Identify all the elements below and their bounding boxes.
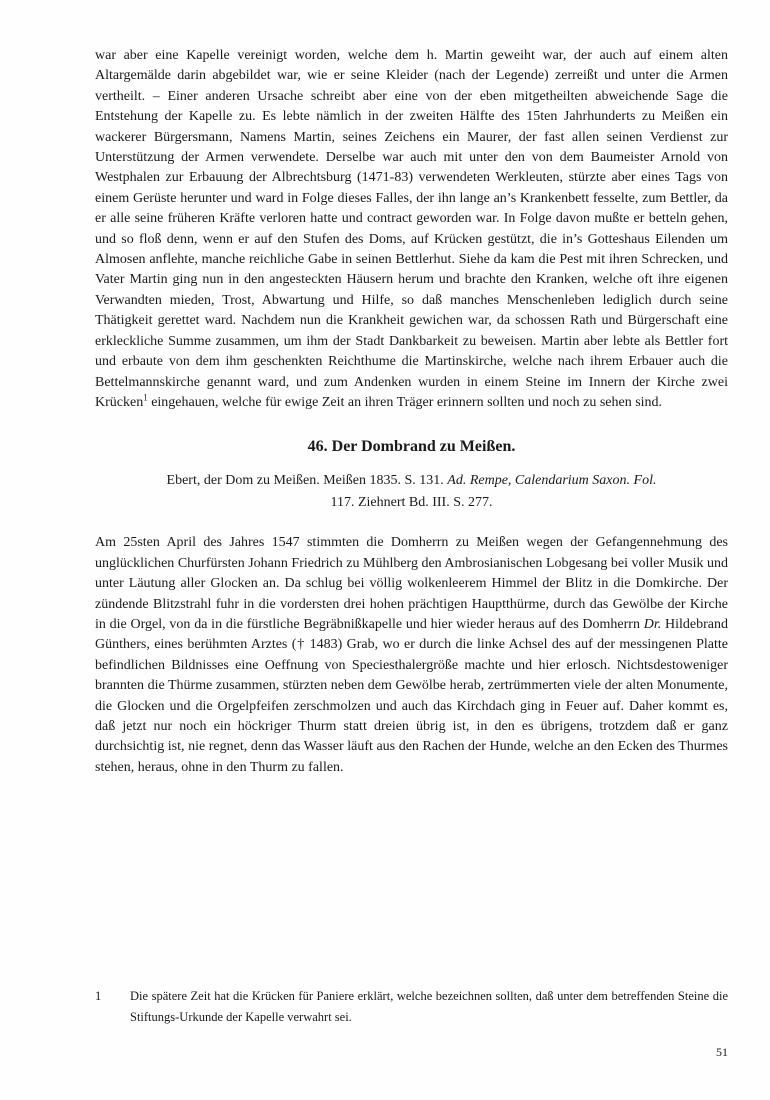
text-column	[95, 46, 728, 778]
footnote-reference-1: 1	[143, 392, 148, 403]
paragraph-2-text-continued: Hildebrand Günthers, eines berühmten Arztes († 1483) Grab, wo er durch die linke Achsel des auf der messingenen Platte befindlichen Bildnisses eine Oeffnung von Speciesthalergröße machte und hier erlosch. Nichtsdestoweniger brannten die Thürme zusammen, stürzten neben dem Gewölbe herab, zertrümmerten viele der alten Monumente, die Glocken und die Orgelpfeifen zerschmolzen und auch das Kirchdach ging in Feuer auf. Daher kommt es, daß jetzt nur noch ein höckriger Thurm statt dreien übrig ist, in den es übrigens, trotzdem daß er ganz durchsichtig ist, nie regnet, denn das Wasser läuft aus den Rachen der Hunde, welche an den Ecken des Thurmes stehen, heraus, ohne in den Thurm zu fallen.	[95, 616, 728, 775]
paragraph-2-italic-dr: Dr.	[643, 616, 662, 632]
citation-italic: Ad. Rempe, Calendarium Saxon. Fol.	[447, 473, 657, 489]
footnote	[95, 986, 728, 1028]
paragraph-2	[95, 533, 728, 778]
paragraph-2-text: Am 25sten April des Jahres 1547 stimmten die Domherrn zu Meißen wegen der Gefangennehmung des unglücklichen Churfürsten Johann Friedrich zu Mühlberg den Ambrosianischen Lobgesang bei voller Musik und unter Läutung aller Glocken an. Da schlug bei völlig wolkenleerem Himmel der Blitz in die Domkirche. Der zündende Blitzstrahl fuhr in die vordersten drei hohen prächtigen Hauptthürme, durch das Gewölbe der Kirche in die Orgel, von da in die fürstliche Begräbnißkapelle und hier wieder heraus auf des Domherrn	[95, 535, 728, 632]
citation-line2: 117. Ziehnert Bd. III. S. 277.	[330, 494, 493, 510]
section-heading: 46. Der Dombrand zu Meißen.	[307, 438, 516, 456]
footnote-marker: 1	[95, 989, 102, 1003]
footnote-text: Die spätere Zeit hat die Krücken für Paniere erklärt, welche bezeichnen sollten, daß unter dem betreffenden Steine die Stiftungs-Urkunde der Kapelle verwahrt sei.	[130, 989, 728, 1024]
paragraph-1-text: war aber eine Kapelle vereinigt worden, welche dem h. Martin geweiht war, der auch auf einem alten Altargemälde darin abgebildet war, wie er seine Kleider (nach der Legende) zerreißt und unter die Armen vertheilt. – Einer anderen Ursache schreibt aber eine von der eben mitgetheilten abweichende Sage die Entstehung der Kapelle zu. Es lebte nämlich in der zweiten Hälfte des 15ten Jahrhunderts zu Meißen ein wackerer Bürgersmann, Namens Martin, seines Zeichens ein Maurer, der fast allen seinen Verdienst zur Unterstützung der Armen verwendete. Derselbe war auch mit unter den von dem Baumeister Arnold von Westphalen zur Erbauung der Albrechtsburg (1471-83) verwendeten Werkleuten, stürzte aber eines Tags von einem Gerüste herunter und ward in Folge dieses Falles, der ihn lange an’s Krankenbett fesselte, zum Bettler, da er alle seine früheren Kräfte verloren hatte und contract geworden war. In Folge davon mußte er betteln gehen, und so floß denn, wenn er auf den Stufen des Doms, auf Krücken gestützt, die in’s Gotteshaus Eilenden um Almosen anflehte, manche reichliche Gabe in seinen Bettlerhut. Siehe da kam die Pest mit ihren Schrecken, und Vater Martin ging nun in den angesteckten Häusern herum und brachte den Kranken, welche oft ihre eigenen Verwandten mieden, Trost, Abwartung und Hilfe, so daß manches Menschenleben lediglich durch seine Thätigkeit gerettet ward. Nachdem nun die Krankheit gewichen war, da schossen Rath und Bürgerschaft eine erkleckliche Summe zusammen, um ihm der Stadt Dankbarkeit zu beweisen. Martin aber lebte als Bettler fort und erbaute von dem ihm geschenkten Reichthume die Martinskirche, welche nach ihrem Erbauer auch die Bettelmannskirche genannt ward, und zum Andenken wurden in einem Steine im Innern der Kirche zwei Krücken	[95, 48, 728, 410]
page-number: 51	[716, 1045, 728, 1059]
source-citation	[95, 470, 728, 513]
paragraph-1-text-continued: eingehauen, welche für ewige Zeit an ihren Träger erinnern sollten und noch zu sehen sind.	[147, 394, 663, 410]
citation-roman: Ebert, der Dom zu Meißen. Meißen 1835. S. 131.	[166, 473, 448, 489]
paragraph-1	[95, 46, 728, 413]
